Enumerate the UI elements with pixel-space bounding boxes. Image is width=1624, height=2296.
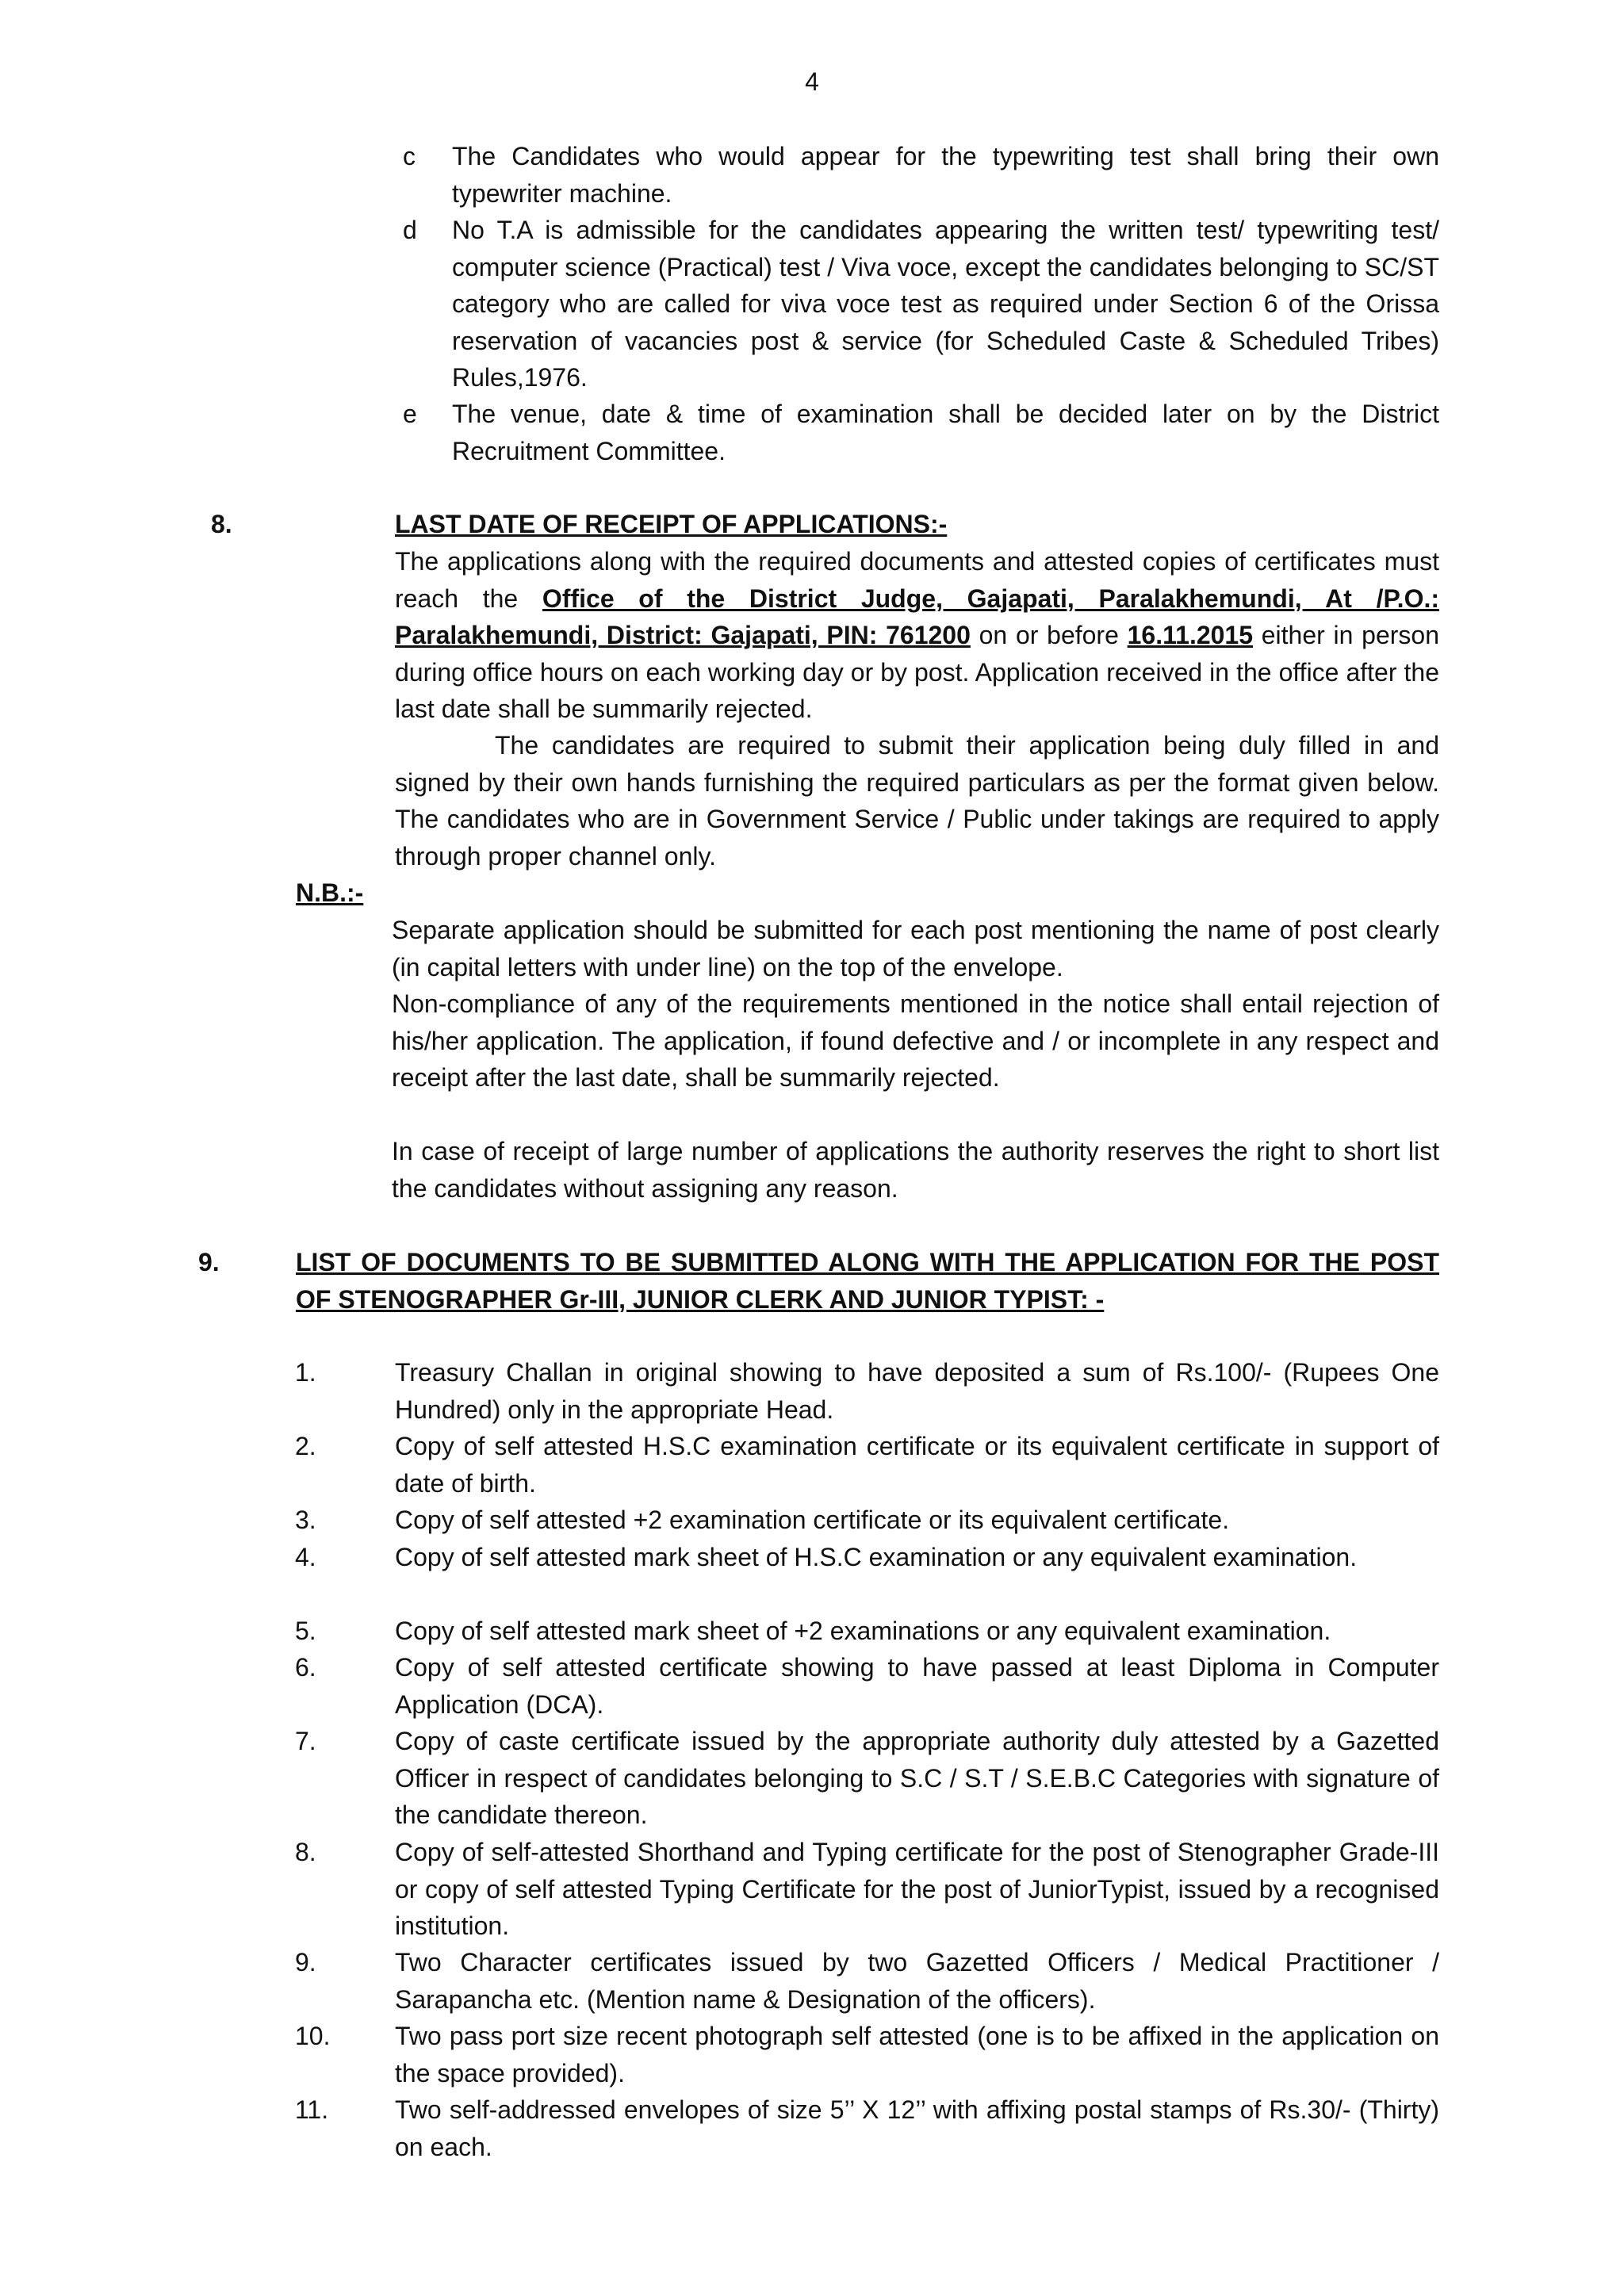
list-number: 7. [295,1727,316,1755]
para-1-text-a: The applications along with the required documents and attested copies of certificates must reach the [395,547,1439,613]
list-number: 1. [295,1358,316,1387]
list-number: 5. [295,1617,316,1645]
item-marker-c: c [403,142,416,170]
nb-point-3: In case of receipt of large number of applications the authority reserves the right to short list the candidates without assigning any reason. [392,1137,1439,1203]
list-number: 10. [295,2022,331,2050]
list-text: Two Character certificates issued by two Gazetted Officers / Medical Practitioner / Sarapancha etc. (Mention name & Designation of the officers). [395,1948,1439,2014]
list-text: Copy of self attested certificate showing to have passed at least Diploma in Computer Application (DCA). [395,1653,1439,1719]
list-number: 2. [295,1432,316,1460]
list-text: Copy of self attested +2 examination certificate or its equivalent certificate. [395,1506,1230,1534]
list-number: 11. [295,2095,329,2124]
list-number: 3. [295,1506,316,1534]
item-marker-e: e [403,400,417,428]
list-number: 8. [295,1838,316,1866]
item-text-e: The venue, date & time of examination shall be decided later on by the District Recruitment Committee. [452,400,1439,465]
office-address: Office of the District Judge, Gajapati, Paralakhemundi, At /P.O.: Paralakhemundi, District: Gajapati, PIN: 761200 [395,584,1440,649]
list-text: Copy of caste certificate issued by the appropriate authority duly attested by a Gazetted Officer in respect of candidates belonging to S.C / S.T / S.E.B.C Categories with signature of the candidate thereon. [395,1727,1439,1829]
section-8-para-1 [395,543,1439,728]
list-text: Copy of self attested mark sheet of H.S.C examination or any equivalent examination. [395,1543,1358,1571]
para-1-text-c: either in person during office hours on each working day or by post. Application received in the office after the last date shall be summarily rejected. [395,621,1440,723]
section-9-number: 9. [198,1248,220,1276]
list-text: Copy of self attested mark sheet of +2 examinations or any equivalent examination. [395,1617,1331,1645]
section-8-heading: LAST DATE OF RECEIPT OF APPLICATIONS:- [395,510,948,538]
item-marker-d: d [403,216,417,244]
nb-point-2: Non-compliance of any of the requirements mentioned in the notice shall entail rejection of his/her application. The application, if found defective and / or incomplete in any respect and receipt after the last date, shall be summarily rejected. [392,989,1439,1092]
nb-point-1: Separate application should be submitted for each post mentioning the name of post clearly (in capital letters with under line) on the top of the envelope. [392,916,1439,982]
list-text: Two self-addressed envelopes of size 5’’ X 12’’ with affixing postal stamps of Rs.30/- (Thirty) on each. [395,2095,1439,2161]
item-text-d: No T.A is admissible for the candidates appearing the written test/ typewriting test/ computer science (Practical) test / Viva voce, except the candidates belonging to SC/ST category who are called for viva voce test as required under Section 6 of the Orissa reservation of vacancies post & service (for Scheduled Caste & Scheduled Tribes) Rules,1976. [452,216,1439,392]
section-9-heading: LIST OF DOCUMENTS TO BE SUBMITTED ALONG WITH THE APPLICATION FOR THE POST OF STENOGRAPHER Gr-III, JUNIOR CLERK AND JUNIOR TYPIST: - [296,1248,1439,1314]
item-text-c: The Candidates who would appear for the typewriting test shall bring their own typewriter machine. [452,142,1439,208]
list-number: 4. [295,1543,316,1571]
nb-label: N.B.:- [296,878,364,907]
para-1-text-b: on or before [970,621,1128,649]
page-number: 4 [805,67,819,96]
list-number: 9. [295,1948,316,1976]
list-text: Treasury Challan in original showing to have deposited a sum of Rs.100/- (Rupees One Hundred) only in the appropriate Head. [395,1358,1439,1424]
section-8-number: 8. [211,510,232,538]
list-text: Two pass port size recent photograph self attested (one is to be affixed in the application on the space provided). [395,2022,1439,2087]
list-text: Copy of self attested H.S.C examination certificate or its equivalent certificate in support of date of birth. [395,1432,1439,1498]
last-date: 16.11.2015 [1127,621,1254,649]
list-number: 6. [295,1653,316,1682]
list-text: Copy of self-attested Shorthand and Typing certificate for the post of Stenographer Grade-III or copy of self attested Typing Certificate for the post of JuniorTypist, issued by a recognised institution. [395,1838,1439,1940]
section-8-para-2: The candidates are required to submit their application being duly filled in and signed by their own hands furnishing the required particulars as per the format given below. The candidates who are in Government Service / Public under takings are required to apply through proper channel only. [395,731,1439,871]
